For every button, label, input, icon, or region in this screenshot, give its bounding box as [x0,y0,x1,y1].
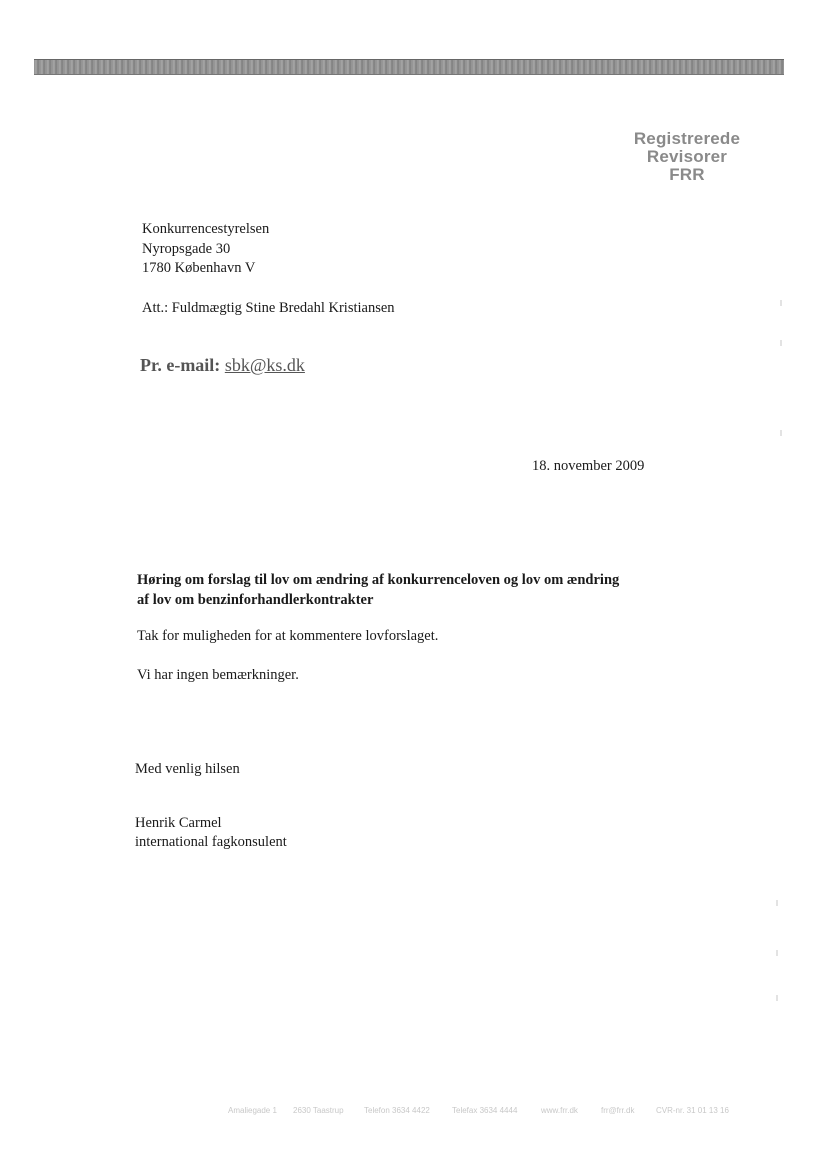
logo-line-1: Registrerede [633,129,741,148]
letter-subject [137,570,677,610]
scan-speck [780,340,782,346]
subject-line-2: af lov om benzinforhandlerkontrakter [137,592,374,608]
body-paragraph-1: Tak for muligheden for at kommentere lovforslaget. [137,628,439,644]
recipient-street: Nyropsgade 30 [142,241,231,257]
footer-website: www.frr.dk [541,1106,578,1115]
scan-speck [776,900,778,906]
recipient-name: Konkurrencestyrelsen [142,221,270,237]
scan-speck [780,300,782,306]
scan-speck [776,950,778,956]
recipient-city: 1780 København V [142,260,256,276]
email-address-link[interactable]: sbk@ks.dk [224,355,305,375]
body-paragraph-2: Vi har ingen bemærkninger. [137,667,299,683]
logo-line-2: Revisorer [646,147,728,166]
email-line [140,355,305,376]
footer-city: 2630 Taastrup [293,1106,344,1115]
header-rule [34,59,784,75]
scan-speck [780,430,782,436]
organization-logo [612,130,762,184]
attention-line: Att.: Fuldmægtig Stine Bredahl Kristiansen [142,300,395,316]
footer-phone: Telefon 3634 4422 [364,1106,430,1115]
logo-line-3: FRR [669,165,705,184]
footer-address: Amaliegade 1 [228,1106,277,1115]
signer-title: international fagkonsulent [135,834,287,850]
signer-name: Henrik Carmel [135,815,222,831]
letter-date: 18. november 2009 [532,458,645,474]
closing-greeting: Med venlig hilsen [135,761,240,777]
email-label: Pr. e-mail: [140,355,221,375]
subject-line-1: Høring om forslag til lov om ændring af konkurrenceloven og lov om ændring [137,572,620,588]
scan-speck [776,995,778,1001]
footer-fax: Telefax 3634 4444 [452,1106,518,1115]
footer-email: frr@frr.dk [601,1106,635,1115]
footer-cvr: CVR-nr. 31 01 13 16 [656,1106,729,1115]
